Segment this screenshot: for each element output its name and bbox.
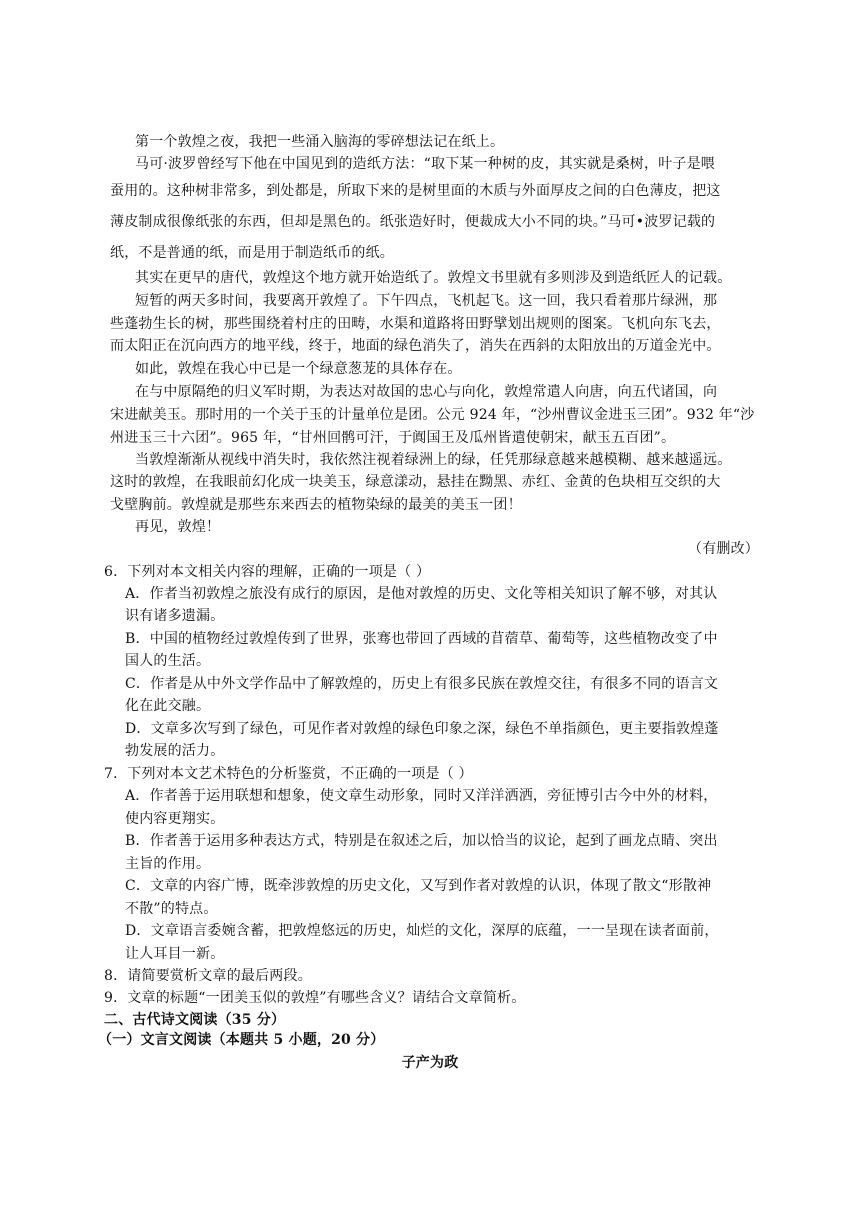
question-6: 6．下列对本文相关内容的理解，正确的一项是（ ） bbox=[104, 564, 431, 580]
section-heading: 二、古代诗文阅读（35 分） bbox=[104, 1012, 286, 1028]
passage-line: 马可·波罗曾经写下他在中国见到的造纸方法：“取下某一种树的皮，其实就是桑树，叶子是喂 bbox=[135, 156, 716, 172]
option-line: D．文章语言委婉含蓄，把敦煌悠远的历史，灿烂的文化，深厚的底蕴，一一呈现在读者面前， bbox=[125, 923, 719, 939]
option-line: A．作者善于运用联想和想象，使文章生动形象，同时又洋洋洒洒，旁征博引古今中外的材料， bbox=[125, 788, 718, 804]
option-line: 让人耳目一新。 bbox=[125, 946, 225, 962]
option-line: A．作者当初敦煌之旅没有成行的原因，是他对敦煌的历史、文化等相关知识了解不够，对其认 bbox=[125, 586, 718, 602]
option-line: B．作者善于运用多种表达方式，特别是在叙述之后，加以恰当的议论，起到了画龙点睛、突出 bbox=[125, 833, 718, 849]
option-line: 使内容更翔实。 bbox=[125, 811, 225, 827]
option-line: 识有诸多遗漏。 bbox=[125, 608, 225, 624]
passage-line: 其实在更早的唐代，敦煌这个地方就开始造纸了。敦煌文书里就有多则涉及到造纸匠人的记载。 bbox=[135, 270, 732, 286]
passage-line: 些蓬勃生长的树，那些围绕着村庄的田畴，水渠和道路将田野擘划出规则的图案。飞机向东飞去， bbox=[110, 316, 721, 332]
passage-line: 短暂的两天多时间，我要离开敦煌了。下午四点，飞机起飞。这一回，我只看着那片绿洲，那 bbox=[135, 293, 718, 309]
passage-line: 再见，敦煌！ bbox=[135, 519, 221, 535]
passage-line: 而太阳正在沉向西方的地平线，终于，地面的绿色消失了，消失在西斜的太阳放出的万道金光中。 bbox=[110, 338, 721, 354]
option-line: 主旨的作用。 bbox=[125, 856, 211, 872]
source-note: （有删改） bbox=[688, 541, 759, 557]
option-line: B．中国的植物经过敦煌传到了世界，张骞也带回了西域的苜蓿草、葡萄等，这些植物改变了中 bbox=[125, 631, 718, 647]
subsection-heading: （一）文言文阅读（本题共 5 小题，20 分） bbox=[98, 1032, 385, 1048]
option-line: 国人的生活。 bbox=[125, 653, 211, 669]
passage-line: 州进玉三十六团”。965 年，“甘州回鹘可汗，于阗国王及瓜州皆遣使朝宋，献玉五百团”。 bbox=[110, 430, 676, 446]
passage-line: 宋进献美玉。那时用的一个关于玉的计量单位是团。公元 924 年，“沙州曹议金进玉三团”。932 年“沙 bbox=[110, 407, 755, 423]
option-line: D．文章多次写到了绿色，可见作者对敦煌的绿色印象之深，绿色不单指颜色，更主要指敦煌蓬 bbox=[125, 721, 719, 737]
question-7: 7．下列对本文艺术特色的分析鉴赏，不正确的一项是（ ） bbox=[104, 766, 473, 782]
option-line: 化在此交融。 bbox=[125, 698, 211, 714]
passage-line: 如此，敦煌在我心中已是一个绿意葱茏的具体存在。 bbox=[135, 361, 462, 377]
passage-line: 蚕用的。这种树非常多，到处都是，所取下来的是树里面的木质与外面厚皮之间的白色薄皮，把这 bbox=[110, 183, 721, 199]
passage-line: 戈壁胸前。敦煌就是那些东来西去的植物染绿的最美的美玉一团！ bbox=[110, 497, 522, 513]
passage-line: 第一个敦煌之夜，我把一些涌入脑海的零碎想法记在纸上。 bbox=[135, 134, 505, 150]
passage-line: 当敦煌渐渐从视线中消失时，我依然注视着绿洲上的绿，任凭那绿意越来越模糊、越来越遥远。 bbox=[135, 452, 732, 468]
passage-line: 这时的敦煌，在我眼前幻化成一块美玉，绿意漾动，悬挂在黝黑、赤红、金黄的色块相互交织的大 bbox=[110, 474, 721, 490]
passage-line: 在与中原隔绝的归义军时期，为表达对故国的忠心与向化，敦煌常遣人向唐，向五代诸国，向 bbox=[135, 384, 718, 400]
article-title: 子产为政 bbox=[401, 1055, 459, 1071]
passage-line: 薄皮制成很像纸张的东西，但却是黑色的。纸张造好时，便裁成大小不同的块。”马可•波罗记载的 bbox=[110, 214, 716, 230]
option-line: C．文章的内容广博，既牵涉敦煌的历史文化，又写到作者对敦煌的认识，体现了散文“形散神 bbox=[125, 878, 712, 894]
option-line: 不散”的特点。 bbox=[125, 901, 218, 917]
option-line: C．作者是从中外文学作品中了解敦煌的，历史上有很多民族在敦煌交往，有很多不同的语言文 bbox=[125, 676, 719, 692]
question-8: 8．请简要赏析文章的最后两段。 bbox=[104, 968, 312, 984]
passage-line: 纸，不是普通的纸，而是用于制造纸币的纸。 bbox=[110, 245, 394, 261]
question-9: 9．文章的标题“一团美玉似的敦煌”有哪些含义？请结合文章简析。 bbox=[104, 990, 526, 1006]
option-line: 勃发展的活力。 bbox=[125, 743, 225, 759]
